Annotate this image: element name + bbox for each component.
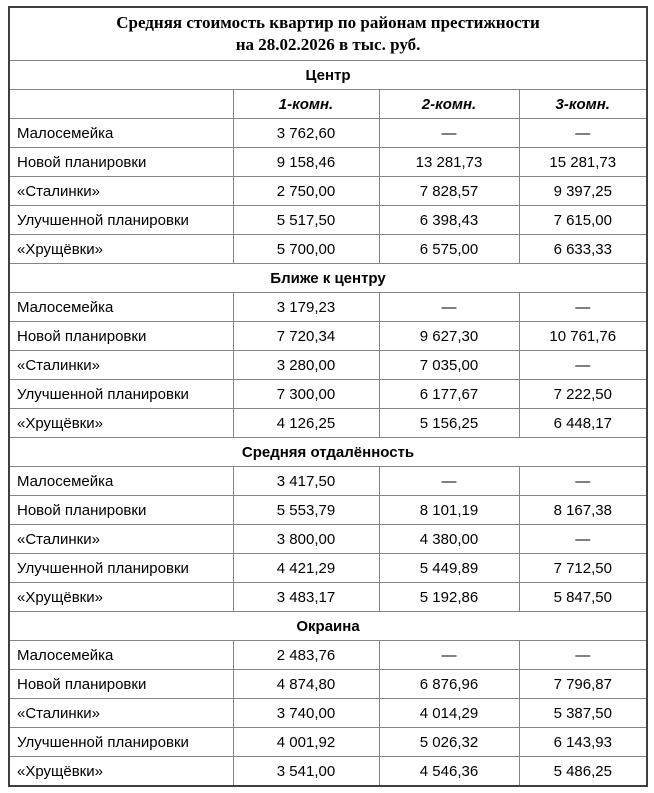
table-row (9, 351, 647, 380)
cell-value: 15 281,73 (519, 148, 647, 177)
row-label: Малосемейка (9, 293, 233, 322)
table-row (9, 554, 647, 583)
cell-value: 6 575,00 (379, 235, 519, 264)
row-label: «Сталинки» (9, 177, 233, 206)
table-row (9, 177, 647, 206)
table-row (9, 641, 647, 670)
cell-value: 4 874,80 (233, 670, 379, 699)
section-row (9, 264, 647, 293)
row-label: Малосемейка (9, 119, 233, 148)
section-title-near-center: Ближе к центру (9, 264, 647, 293)
cell-value: 5 700,00 (233, 235, 379, 264)
cell-value: 3 483,17 (233, 583, 379, 612)
cell-value: 4 421,29 (233, 554, 379, 583)
cell-value: 9 397,25 (519, 177, 647, 206)
row-label: Малосемейка (9, 467, 233, 496)
section-title-medium-distance: Средняя отдалённость (9, 438, 647, 467)
row-label: Улучшенной планировки (9, 728, 233, 757)
cell-value: 6 143,93 (519, 728, 647, 757)
row-label: «Хрущёвки» (9, 757, 233, 787)
apartment-price-table (8, 6, 648, 787)
cell-value: 6 876,96 (379, 670, 519, 699)
cell-value: — (519, 467, 647, 496)
cell-value: 4 126,25 (233, 409, 379, 438)
row-label: «Хрущёвки» (9, 235, 233, 264)
table-row (9, 728, 647, 757)
cell-value: 8 101,19 (379, 496, 519, 525)
row-label: Улучшенной планировки (9, 554, 233, 583)
table-title (9, 7, 647, 61)
row-label: Улучшенной планировки (9, 206, 233, 235)
cell-value: — (519, 525, 647, 554)
row-label: Новой планировки (9, 496, 233, 525)
table-row (9, 670, 647, 699)
row-label: Новой планировки (9, 322, 233, 351)
table-title-line-1: Средняя стоимость квартир по районам престижности (116, 13, 540, 32)
row-label: Новой планировки (9, 148, 233, 177)
title-row (9, 7, 647, 61)
table-row (9, 322, 647, 351)
cell-value: 3 740,00 (233, 699, 379, 728)
cell-value: 9 158,46 (233, 148, 379, 177)
table-row (9, 525, 647, 554)
column-header-1room: 1-комн. (233, 90, 379, 119)
cell-value: 5 847,50 (519, 583, 647, 612)
cell-value: 7 300,00 (233, 380, 379, 409)
column-header-3room: 3-комн. (519, 90, 647, 119)
cell-value: 4 380,00 (379, 525, 519, 554)
cell-value: — (519, 293, 647, 322)
column-header-2room: 2-комн. (379, 90, 519, 119)
cell-value: 9 627,30 (379, 322, 519, 351)
row-label: «Хрущёвки» (9, 409, 233, 438)
table-row (9, 380, 647, 409)
cell-value: 5 387,50 (519, 699, 647, 728)
cell-value: 5 553,79 (233, 496, 379, 525)
cell-value: — (379, 119, 519, 148)
cell-value: 5 449,89 (379, 554, 519, 583)
table-title-line-2: на 28.02.2026 в тыс. руб. (235, 35, 421, 54)
cell-value: 5 026,32 (379, 728, 519, 757)
cell-value: 3 762,60 (233, 119, 379, 148)
row-label: Новой планировки (9, 670, 233, 699)
cell-value: 3 417,50 (233, 467, 379, 496)
row-label: Малосемейка (9, 641, 233, 670)
cell-value: 6 177,67 (379, 380, 519, 409)
table-row (9, 235, 647, 264)
cell-value: 5 192,86 (379, 583, 519, 612)
cell-value: 5 517,50 (233, 206, 379, 235)
row-label: «Хрущёвки» (9, 583, 233, 612)
cell-value: 7 222,50 (519, 380, 647, 409)
cell-value: 4 014,29 (379, 699, 519, 728)
table-row (9, 467, 647, 496)
cell-value: — (379, 293, 519, 322)
section-row (9, 61, 647, 90)
cell-value: 6 633,33 (519, 235, 647, 264)
cell-value: 7 615,00 (519, 206, 647, 235)
cell-value: 7 035,00 (379, 351, 519, 380)
section-row (9, 438, 647, 467)
cell-value: — (519, 119, 647, 148)
cell-value: 3 800,00 (233, 525, 379, 554)
cell-value: 4 001,92 (233, 728, 379, 757)
cell-value: — (379, 641, 519, 670)
cell-value: 6 448,17 (519, 409, 647, 438)
cell-value: 7 828,57 (379, 177, 519, 206)
table-row (9, 757, 647, 787)
row-label: «Сталинки» (9, 699, 233, 728)
cell-value: 6 398,43 (379, 206, 519, 235)
cell-value: 5 486,25 (519, 757, 647, 787)
section-title-outskirts: Окраина (9, 612, 647, 641)
cell-value: 2 750,00 (233, 177, 379, 206)
table-row (9, 206, 647, 235)
cell-value: — (379, 467, 519, 496)
column-header-row (9, 90, 647, 119)
cell-value: 10 761,76 (519, 322, 647, 351)
cell-value: 4 546,36 (379, 757, 519, 787)
cell-value: 3 280,00 (233, 351, 379, 380)
cell-value: 3 179,23 (233, 293, 379, 322)
cell-value: 5 156,25 (379, 409, 519, 438)
table-row (9, 148, 647, 177)
table-row (9, 699, 647, 728)
table-row (9, 496, 647, 525)
column-header-empty (9, 90, 233, 119)
row-label: «Сталинки» (9, 525, 233, 554)
section-title-center: Центр (9, 61, 647, 90)
table-row (9, 119, 647, 148)
cell-value: 7 712,50 (519, 554, 647, 583)
cell-value: 7 720,34 (233, 322, 379, 351)
cell-value: — (519, 641, 647, 670)
section-row (9, 612, 647, 641)
cell-value: 8 167,38 (519, 496, 647, 525)
table-row (9, 583, 647, 612)
table-row (9, 293, 647, 322)
cell-value: 7 796,87 (519, 670, 647, 699)
cell-value: 3 541,00 (233, 757, 379, 787)
cell-value: — (519, 351, 647, 380)
row-label: Улучшенной планировки (9, 380, 233, 409)
table-row (9, 409, 647, 438)
cell-value: 13 281,73 (379, 148, 519, 177)
cell-value: 2 483,76 (233, 641, 379, 670)
row-label: «Сталинки» (9, 351, 233, 380)
